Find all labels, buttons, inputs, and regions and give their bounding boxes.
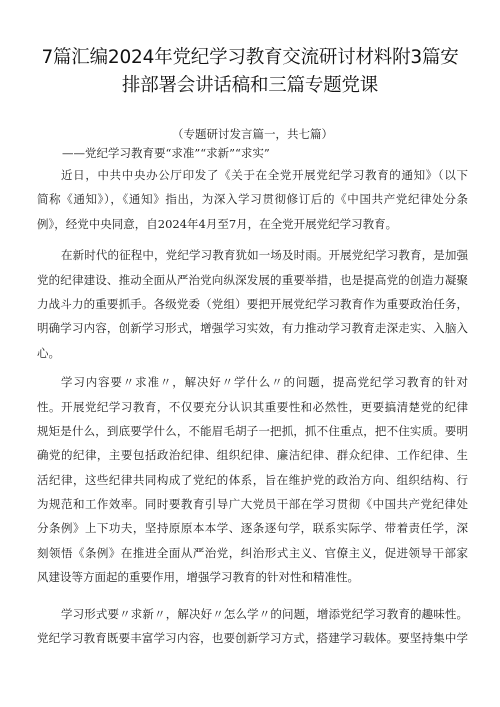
document-title [30,44,470,100]
text-line: 规矩是什么，到底要学什么，不能眉毛胡子一把抓，抓不住重点，把不住实质。要明 [37,423,468,438]
text-line: 力战斗力的重要抓手。各级党委（党组）要把开展党纪学习教育作为重要政治任务， [37,296,468,311]
paragraph [37,370,468,590]
text-line: 例》，经党中央同意，自2024年4月至7月，在全党开展党纪学习教育。 [37,216,398,231]
title-line: 7篇汇编2024年党纪学习教育交流研讨材料附3篇安 [41,47,459,68]
text-line: 性。开展党纪学习教育，不仅要充分认识其重要性和必然性，更要搞清楚党的纪律 [37,399,468,414]
text-line: 学习内容要〃求准〃，解决好〃学什么〃的问题，提高党纪学习教育的针对 [61,375,468,390]
section-tag: （专题研讨发言篇一，共七篇） [172,127,333,141]
paragraph [37,163,468,236]
title-line: 排部署会讲话稿和三篇专题党课 [121,75,379,96]
paragraph [37,602,468,651]
text-line: 简称《通知》），《通知》指出，为深入学习贯彻修订后的《中国共产党纪律处分条 [37,192,468,207]
text-line: 确党的纪律，主要包括政治纪律、组织纪律、廉洁纪律、群众纪律、工作纪律、生 [37,448,468,463]
text-line: 活纪律，这些纪律共同构成了党纪的体系，旨在维护党的政治方向、组织结构、行 [37,472,468,487]
text-line: 学习形式要〃求新〃，解决好〃怎么学〃的问题，增添党纪学习教育的趣味性。 [61,606,468,621]
text-line: 党的纪律建设、推动全面从严治党向纵深发展的重要举措，也是提高党的创造力凝聚 [37,272,468,287]
text-line: 分条例》上下功夫，坚持原原本本学、逐条逐句学，联系实际学、带着责任学，深 [37,521,468,536]
text-line: 刻领悟《条例》在推进全面从严治党，纠治形式主义、官僚主义，促进领导干部家 [37,545,468,560]
document-body [37,125,468,650]
text-line: 在新时代的征程中，党纪学习教育犹如一场及时雨。开展党纪学习教育，是加强 [61,248,468,263]
paragraph [37,243,468,365]
text-line: 风建设等方面起的重要作用，增强学习教育的针对性和精准性。 [37,570,359,585]
text-line: 心。 [37,345,60,360]
text-line: 为规范和工作效率。同时要教育引导广大党员干部在学习贯彻《中国共产党纪律处 [37,497,468,512]
text-line: 党纪学习教育既要丰富学习内容，也要创新学习方式，搭建学习载体。要坚持集中学 [37,631,468,646]
text-line: 近日，中共中央办公厅印发了《关于在全党开展党纪学习教育的通知》（以下 [61,168,468,182]
subtitle: ——党纪学习教育要“求准”“求新”“求实” [62,146,270,160]
text-line: 明确学习内容，创新学习形式，增强学习实效，有力推动学习教育走深走实、入脑入 [37,321,468,336]
